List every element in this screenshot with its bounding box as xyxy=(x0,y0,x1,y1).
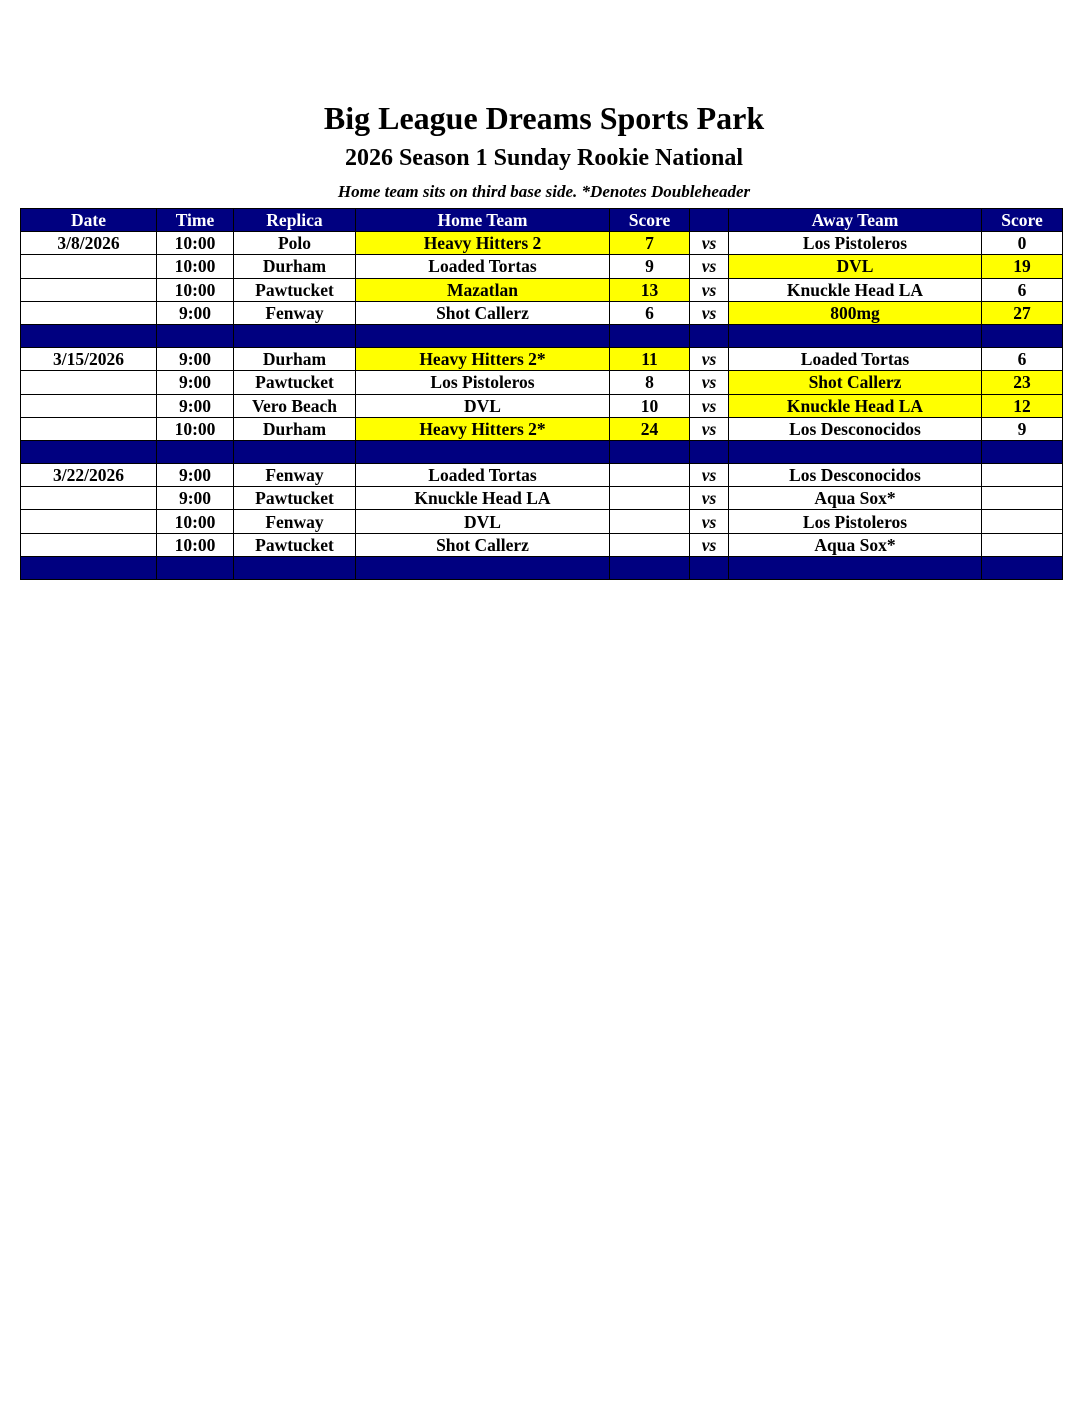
cell-home-team: Heavy Hitters 2* xyxy=(356,417,610,440)
cell-time: 9:00 xyxy=(157,487,234,510)
cell-home-team: Shot Callerz xyxy=(356,301,610,324)
cell-date xyxy=(21,533,157,556)
cell-away-team: Los Desconocidos xyxy=(729,464,982,487)
cell-vs: vs xyxy=(690,394,729,417)
cell-home-score: 6 xyxy=(610,301,690,324)
cell-date xyxy=(21,255,157,278)
table-row xyxy=(21,255,1063,278)
cell-vs: vs xyxy=(690,371,729,394)
column-header-home-score: Score xyxy=(610,209,690,232)
schedule-note: Home team sits on third base side. *Denotes Doubleheader xyxy=(337,182,751,201)
column-header-home-team: Home Team xyxy=(356,209,610,232)
page-title: Big League Dreams Sports Park xyxy=(323,100,765,136)
week-separator-row xyxy=(21,324,1063,347)
cell-date xyxy=(21,394,157,417)
cell-replica: Fenway xyxy=(234,301,356,324)
cell-time: 9:00 xyxy=(157,348,234,371)
cell-home-team: Heavy Hitters 2 xyxy=(356,232,610,255)
cell-away-score: 12 xyxy=(982,394,1063,417)
cell-date xyxy=(21,510,157,533)
cell-vs: vs xyxy=(690,301,729,324)
cell-time: 10:00 xyxy=(157,278,234,301)
cell-away-score xyxy=(982,464,1063,487)
cell-away-team: Knuckle Head LA xyxy=(729,278,982,301)
cell-replica: Polo xyxy=(234,232,356,255)
cell-date xyxy=(21,417,157,440)
cell-home-team: Loaded Tortas xyxy=(356,464,610,487)
cell-home-team: Mazatlan xyxy=(356,278,610,301)
cell-away-team: Aqua Sox* xyxy=(729,487,982,510)
cell-vs: vs xyxy=(690,255,729,278)
cell-date: 3/22/2026 xyxy=(21,464,157,487)
cell-vs: vs xyxy=(690,464,729,487)
cell-home-score xyxy=(610,464,690,487)
cell-date xyxy=(21,301,157,324)
cell-vs: vs xyxy=(690,510,729,533)
cell-date xyxy=(21,487,157,510)
cell-home-score: 13 xyxy=(610,278,690,301)
cell-time: 9:00 xyxy=(157,394,234,417)
column-header-time: Time xyxy=(157,209,234,232)
cell-replica: Pawtucket xyxy=(234,487,356,510)
cell-away-team: Los Desconocidos xyxy=(729,417,982,440)
cell-away-team: Loaded Tortas xyxy=(729,348,982,371)
cell-replica: Fenway xyxy=(234,464,356,487)
cell-away-score: 0 xyxy=(982,232,1063,255)
table-row xyxy=(21,278,1063,301)
cell-time: 10:00 xyxy=(157,255,234,278)
cell-home-team: DVL xyxy=(356,394,610,417)
cell-away-score: 19 xyxy=(982,255,1063,278)
cell-away-score: 23 xyxy=(982,371,1063,394)
cell-away-team: Shot Callerz xyxy=(729,371,982,394)
table-row xyxy=(21,394,1063,417)
week-separator-row xyxy=(21,556,1063,579)
cell-home-score: 7 xyxy=(610,232,690,255)
table-row xyxy=(21,232,1063,255)
cell-replica: Durham xyxy=(234,255,356,278)
column-header-replica: Replica xyxy=(234,209,356,232)
cell-away-team: Los Pistoleros xyxy=(729,232,982,255)
cell-time: 10:00 xyxy=(157,510,234,533)
cell-home-score: 8 xyxy=(610,371,690,394)
table-row xyxy=(21,533,1063,556)
cell-vs: vs xyxy=(690,232,729,255)
cell-replica: Fenway xyxy=(234,510,356,533)
cell-away-score: 9 xyxy=(982,417,1063,440)
cell-time: 10:00 xyxy=(157,232,234,255)
cell-home-team: Los Pistoleros xyxy=(356,371,610,394)
cell-time: 10:00 xyxy=(157,417,234,440)
cell-vs: vs xyxy=(690,533,729,556)
cell-time: 10:00 xyxy=(157,533,234,556)
cell-replica: Durham xyxy=(234,348,356,371)
cell-time: 9:00 xyxy=(157,464,234,487)
cell-home-team: Knuckle Head LA xyxy=(356,487,610,510)
column-header-date: Date xyxy=(21,209,157,232)
cell-home-score xyxy=(610,487,690,510)
table-row xyxy=(21,301,1063,324)
column-header-away-score: Score xyxy=(982,209,1063,232)
column-header-away-team: Away Team xyxy=(729,209,982,232)
cell-vs: vs xyxy=(690,487,729,510)
week-separator-row xyxy=(21,440,1063,463)
cell-home-team: Heavy Hitters 2* xyxy=(356,348,610,371)
cell-date: 3/15/2026 xyxy=(21,348,157,371)
cell-home-team: Loaded Tortas xyxy=(356,255,610,278)
table-row xyxy=(21,487,1063,510)
cell-date xyxy=(21,371,157,394)
cell-home-score: 10 xyxy=(610,394,690,417)
cell-home-score xyxy=(610,510,690,533)
cell-replica: Pawtucket xyxy=(234,278,356,301)
header-row xyxy=(21,209,1063,232)
cell-away-score xyxy=(982,533,1063,556)
cell-away-score xyxy=(982,510,1063,533)
table-row xyxy=(21,464,1063,487)
cell-replica: Pawtucket xyxy=(234,371,356,394)
cell-home-team: DVL xyxy=(356,510,610,533)
cell-away-team: DVL xyxy=(729,255,982,278)
cell-replica: Pawtucket xyxy=(234,533,356,556)
table-row xyxy=(21,417,1063,440)
cell-away-team: 800mg xyxy=(729,301,982,324)
cell-date xyxy=(21,278,157,301)
cell-home-score xyxy=(610,533,690,556)
table-row xyxy=(21,371,1063,394)
cell-vs: vs xyxy=(690,348,729,371)
cell-time: 9:00 xyxy=(157,371,234,394)
column-header-vs xyxy=(690,209,729,232)
cell-date: 3/8/2026 xyxy=(21,232,157,255)
page-subtitle: 2026 Season 1 Sunday Rookie National xyxy=(344,145,744,171)
cell-home-score: 11 xyxy=(610,348,690,371)
cell-away-team: Knuckle Head LA xyxy=(729,394,982,417)
cell-vs: vs xyxy=(690,417,729,440)
cell-vs: vs xyxy=(690,278,729,301)
cell-time: 9:00 xyxy=(157,301,234,324)
table-row xyxy=(21,510,1063,533)
cell-away-score xyxy=(982,487,1063,510)
cell-replica: Vero Beach xyxy=(234,394,356,417)
cell-home-score: 9 xyxy=(610,255,690,278)
cell-away-score: 6 xyxy=(982,348,1063,371)
schedule-table xyxy=(20,208,1063,580)
cell-away-team: Aqua Sox* xyxy=(729,533,982,556)
cell-replica: Durham xyxy=(234,417,356,440)
cell-away-score: 6 xyxy=(982,278,1063,301)
table-row xyxy=(21,348,1063,371)
cell-home-team: Shot Callerz xyxy=(356,533,610,556)
cell-away-team: Los Pistoleros xyxy=(729,510,982,533)
cell-home-score: 24 xyxy=(610,417,690,440)
cell-away-score: 27 xyxy=(982,301,1063,324)
